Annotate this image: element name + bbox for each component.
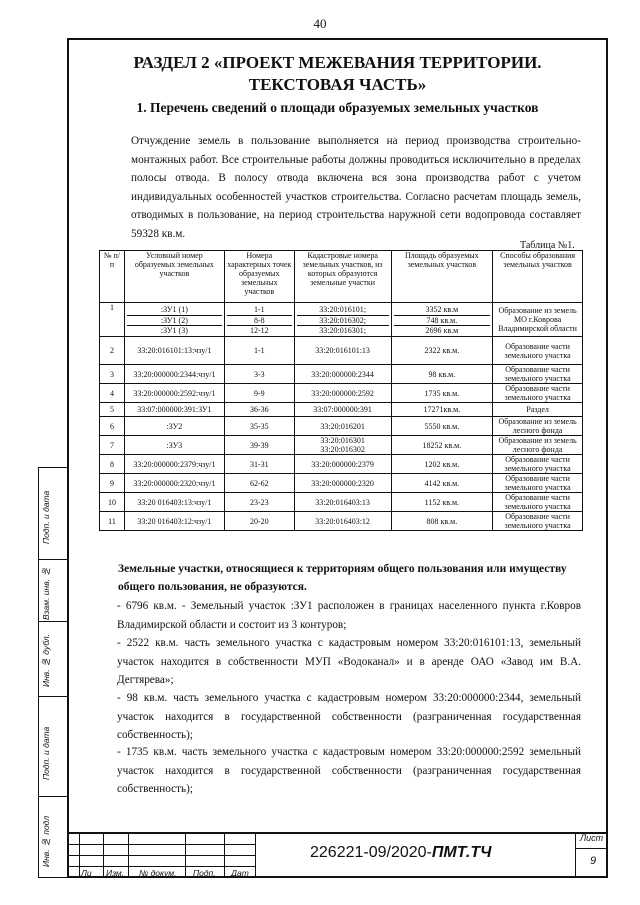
- bullet-item: [103, 634, 581, 690]
- row-points: 23-23: [224, 493, 294, 512]
- row-points: 62-62: [224, 474, 294, 493]
- table-row: [100, 474, 583, 493]
- row-num: 3: [100, 365, 125, 384]
- table-header-row: [100, 251, 583, 303]
- row-id: 33:20 016403:13:чзу/1: [124, 493, 224, 512]
- row-points-multi: [224, 303, 294, 337]
- row-area: 17271кв.м.: [391, 403, 493, 417]
- doc-code-suffix: ПМТ.ТЧ: [431, 844, 492, 861]
- row-cadastral: 33:07:000000:391: [294, 403, 391, 417]
- row-area: 98 кв.м.: [391, 365, 493, 384]
- row-method: Образование из земель МО г.Коврова Владимирской области: [493, 303, 583, 337]
- table-caption: Таблица №1.: [520, 240, 575, 251]
- stamp-line: [103, 834, 104, 878]
- row-id: 33:20:000000:2592:чзу/1: [124, 384, 224, 403]
- row-cadastral: 33:20:016201: [294, 417, 391, 436]
- row-method: Образование из земель лесного фонда: [493, 417, 583, 436]
- bullet-text: - 98 кв.м. часть земельного участка с кадастровым номером 33:20:000000:2344, земельный участок находится в государственной собственности (разграниченная государственная собственность);: [117, 692, 581, 741]
- row-area-multi: [391, 303, 493, 337]
- row-area: 3352 кв.м: [425, 304, 459, 314]
- row-cadastral: 33:20:016403:13: [294, 493, 391, 512]
- row-id: :ЗУ1 (3): [127, 325, 222, 335]
- table-row: [100, 493, 583, 512]
- row-num: 8: [100, 455, 125, 474]
- row-num: 1: [100, 303, 125, 337]
- row-id: :ЗУ3: [124, 436, 224, 455]
- stamp-line: [255, 834, 256, 878]
- side-label: Подп. и дата: [41, 490, 51, 544]
- row-cadastral: 33:20:016101;: [319, 304, 366, 314]
- row-cadastral: 33:20:016101:13: [294, 337, 391, 365]
- row-id: 33:20 016403:12:чзу/1: [124, 512, 224, 531]
- row-id: 33:20:000000:2344:чзу/1: [124, 365, 224, 384]
- row-num: 10: [100, 493, 125, 512]
- row-id: :ЗУ1 (1): [160, 304, 188, 314]
- side-label: Подп. и дата: [41, 726, 51, 780]
- table-row: [100, 436, 583, 455]
- table-row: [100, 403, 583, 417]
- row-points: 39-39: [224, 436, 294, 455]
- section-title-line-2: ТЕКСТОВАЯ ЧАСТЬ»: [248, 75, 427, 94]
- row-num: 11: [100, 512, 125, 531]
- row-id: :ЗУ1 (2): [127, 315, 222, 325]
- row-id: 33:20:000000:2320:чзу/1: [124, 474, 224, 493]
- row-points: 3-3: [224, 365, 294, 384]
- table-body: [100, 337, 583, 531]
- table-row: [100, 337, 583, 365]
- stamp-caption: Дат: [231, 868, 249, 878]
- row-method: Образование части земельного участка: [493, 512, 583, 531]
- row-area: 1152 кв.м.: [391, 493, 493, 512]
- table-row: [100, 303, 583, 337]
- stamp-caption: № докум.: [139, 868, 177, 878]
- stamp-caption: Ли: [81, 868, 92, 878]
- row-area: 4142 кв.м.: [391, 474, 493, 493]
- stamp-line: [67, 844, 255, 845]
- table-row: [100, 365, 583, 384]
- stamp-line: [575, 834, 576, 878]
- row-cadastral: 33:20:016302;: [297, 315, 389, 325]
- row-points: 1-1: [224, 337, 294, 365]
- bold-note: Земельные участки, относящиеся к территориям общего пользования или имуществу общего пользования, не образуются.: [118, 563, 567, 593]
- row-cadastral: 33:20:000000:2320: [294, 474, 391, 493]
- row-method: Образование части земельного участка: [493, 493, 583, 512]
- row-points: 35-35: [224, 417, 294, 436]
- stamp-line: [67, 855, 255, 856]
- row-cadastral: 33:20:000000:2344: [294, 365, 391, 384]
- parcels-table: [99, 250, 583, 531]
- row-points: 8-8: [227, 315, 292, 325]
- table-row: [100, 455, 583, 474]
- header-num: № п/п: [100, 251, 125, 303]
- row-cadastral: 33:20:016403:12: [294, 512, 391, 531]
- sheet-number: 9: [590, 855, 597, 867]
- table-row: [100, 384, 583, 403]
- header-id: Условный номер образуемых земельных участков: [124, 251, 224, 303]
- row-area: 1202 кв.м.: [391, 455, 493, 474]
- side-label: Инв. № дубл.: [41, 633, 51, 687]
- row-method: Образование части земельного участка: [493, 384, 583, 403]
- row-method: Образование из земель лесного фонда: [493, 436, 583, 455]
- row-method: Образование части земельного участка: [493, 365, 583, 384]
- header-cadastral: Кадастровые номера земельных участков, из которых образуются земельные участки: [294, 251, 391, 303]
- intro-paragraph-text: Отчуждение земель в пользование выполняется на период производства строительно-монтажных работ. Все строительные работы должны проводиться исключительно в пределах полосы отвода. В полосу отвода включена вся зона производства работ с учетом индивидуальных особенностей участков строительства. Согласно расчетам площадь земель, отводимых в пользование, на период строительства наружной сети водопровода составляет 59328 кв.м.: [131, 135, 581, 240]
- stamp-line: [575, 848, 608, 849]
- row-id: 33:20:016101:13:чзу/1: [124, 337, 224, 365]
- stamp-caption: Подп.: [193, 868, 216, 878]
- row-id-multi: [124, 303, 224, 337]
- row-id: :ЗУ2: [124, 417, 224, 436]
- header-points: Номера характерных точек образуемых земельных участков: [224, 251, 294, 303]
- row-cadastral: 33:20:016301;: [297, 325, 389, 335]
- section-title: [67, 52, 608, 96]
- row-area: 748 кв.м.: [394, 315, 491, 325]
- row-area: 18252 кв.м.: [391, 436, 493, 455]
- row-num: 5: [100, 403, 125, 417]
- intro-paragraph: [103, 132, 581, 243]
- bullet-text: - 2522 кв.м. часть земельного участка с кадастровым номером 33:20:016101:13, земельный участок находится в собственности МУП «Водоканал» и в аренде ОАО «Завод им В.А. Дегтярева»;: [117, 637, 581, 686]
- row-points: 9-9: [224, 384, 294, 403]
- row-num: 4: [100, 384, 125, 403]
- table-row: [100, 512, 583, 531]
- row-num: 7: [100, 436, 125, 455]
- stamp-line: [128, 834, 129, 878]
- bullet-item: [103, 597, 581, 634]
- row-cadastral: 33:20:000000:2379: [294, 455, 391, 474]
- stamp-line: [67, 866, 255, 867]
- row-area: 5550 кв.м.: [391, 417, 493, 436]
- row-cadastral: 33:20:000000:2592: [294, 384, 391, 403]
- bullet-text: - 6796 кв.м. - Земельный участок :ЗУ1 расположен в границах населенного пункта г.Ковров Владимирской области и состоит из 3 контуров;: [117, 600, 581, 631]
- stamp-caption: Изм.: [106, 868, 125, 878]
- header-method: Способы образования земельных участков: [493, 251, 583, 303]
- document-code: [310, 844, 491, 862]
- row-id: 33:07:000000:391:ЗУ1: [124, 403, 224, 417]
- row-num: 6: [100, 417, 125, 436]
- row-cadastral-multi: [294, 303, 391, 337]
- row-method: Образование части земельного участка: [493, 337, 583, 365]
- row-num: 9: [100, 474, 125, 493]
- row-points: 12-12: [227, 325, 292, 335]
- row-points: 36-36: [224, 403, 294, 417]
- table-row: [100, 417, 583, 436]
- bullet-item: [103, 689, 581, 745]
- side-label: Взам. инв. №: [41, 566, 51, 620]
- row-area: 808 кв.м.: [391, 512, 493, 531]
- row-area: 2322 кв.м.: [391, 337, 493, 365]
- row-area: 1735 кв.м.: [391, 384, 493, 403]
- row-num: 2: [100, 337, 125, 365]
- stamp-line: [185, 834, 186, 878]
- row-points: 20-20: [224, 512, 294, 531]
- row-area: 2696 кв.м: [394, 325, 491, 335]
- row-method: Образование части земельного участка: [493, 455, 583, 474]
- row-id: 33:20:000000:2379:чзу/1: [124, 455, 224, 474]
- stamp-line: [224, 834, 225, 878]
- bullet-text: - 1735 кв.м. часть земельного участка с кадастровым номером 33:20:000000:2592 земельный участок находится в государственной собственности (разграниченная государственная собственность);: [117, 746, 581, 795]
- header-area: Площадь образуемых земельных участков: [391, 251, 493, 303]
- subsection-title: 1. Перечень сведений о площади образуемых земельных участков: [136, 100, 539, 115]
- sheet-label: Лист: [580, 833, 604, 843]
- doc-code-prefix: 226221-09/2020-: [310, 844, 432, 861]
- page-number: 40: [313, 16, 327, 31]
- bullet-item: [103, 743, 581, 799]
- row-method: Раздел: [493, 403, 583, 417]
- row-method: Образование части земельного участка: [493, 474, 583, 493]
- stamp-line: [79, 834, 80, 878]
- side-strip: [38, 467, 67, 878]
- side-label: Инв. № подл: [41, 815, 51, 867]
- row-cadastral: 33:20:016301 33:20:016302: [294, 436, 391, 455]
- section-title-line-1: РАЗДЕЛ 2 «ПРОЕКТ МЕЖЕВАНИЯ ТЕРРИТОРИИ.: [133, 53, 542, 72]
- row-points: 31-31: [224, 455, 294, 474]
- row-points: 1-1: [253, 304, 265, 314]
